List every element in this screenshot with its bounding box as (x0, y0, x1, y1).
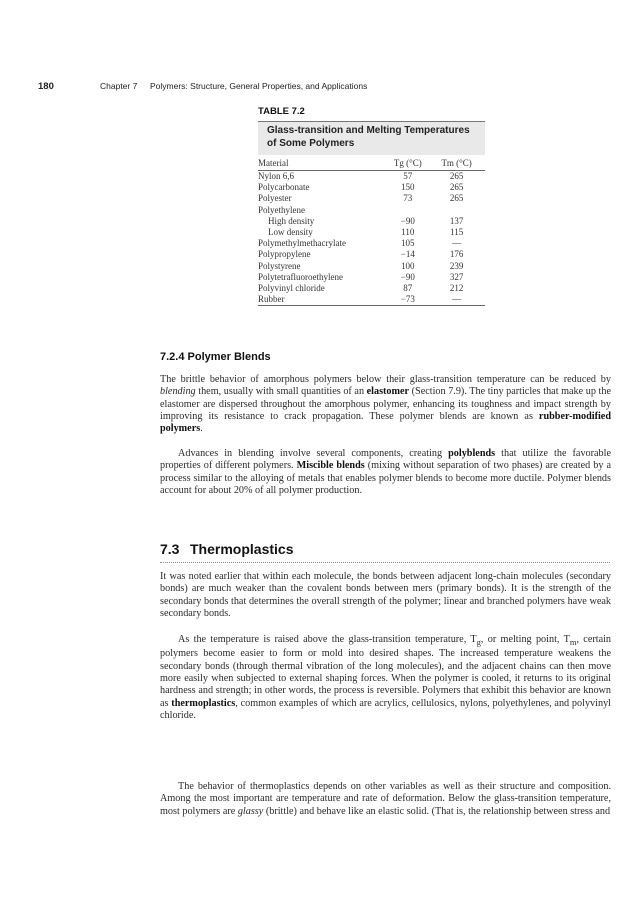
table-row (258, 205, 485, 216)
table-title-line2: of Some Polymers (267, 137, 355, 149)
paragraph-blends-1 (160, 374, 611, 435)
cell-tm: 239 (449, 260, 464, 271)
text-run: them, usually with small quantities of an (195, 386, 367, 398)
text-run: The brittle behavior of amorphous polymers below their glass-transition temperature can be reduced by (160, 374, 611, 385)
table-title (267, 125, 470, 150)
table-row (258, 182, 485, 193)
cell-tg: 110 (401, 227, 415, 238)
cell-material: Rubber (258, 294, 387, 306)
cell-tm: 265 (449, 193, 464, 204)
col-material: Material (258, 156, 387, 171)
cell-material: High density (268, 215, 315, 226)
cell-tm (428, 205, 485, 216)
col-tm: Tm (°C) (428, 156, 485, 171)
text-run: . (200, 423, 203, 435)
cell-tg (387, 205, 428, 216)
text-run: (brittle) and behave like an elastic solid. (That is, the relationship between stress and (263, 805, 611, 817)
text-run: Advances in blending involve several components, creating (178, 448, 449, 459)
cell-material: Polystyrene (258, 260, 301, 271)
cell-tm: 176 (449, 249, 464, 260)
cell-tg: 73 (403, 193, 413, 204)
section-rule (160, 562, 610, 563)
paragraph-blends-2 (160, 448, 611, 497)
table-row (258, 193, 485, 204)
cell-material: Nylon 6,6 (258, 171, 294, 181)
cell-material: Polytetrafluoroethylene (258, 271, 343, 282)
cell-material: Polymethylmethacrylate (258, 238, 346, 249)
term-miscible-blends: Miscible blends (296, 460, 365, 472)
col-tg: Tg (°C) (387, 156, 428, 171)
cell-material: Polycarbonate (258, 182, 310, 193)
term-thermoplastics: thermoplastics (171, 697, 236, 709)
cell-tg: −73 (387, 294, 428, 306)
paragraph-thermo-2 (160, 634, 611, 722)
table-title-line1: Glass-transition and Melting Temperatures (267, 125, 470, 136)
cell-tm: 115 (450, 227, 464, 238)
subscript-g: g (476, 637, 481, 648)
cell-tm: — (428, 294, 485, 306)
cell-tm: 212 (449, 283, 464, 294)
table-row (258, 272, 485, 283)
cell-tm: 265 (449, 171, 464, 181)
text-run: , certain polymers become easier to form or mold into desired shapes. The increased temperature weakens the secondary bonds (through thermal vibration of the long molecules), and the adjacent chains can then move more easily when subjected to external shaping forces. When the polymer is cooled, it returns to its original hardness and strength; in other words, the process is reversible. Polymers that exhibit this behavior are known as (160, 634, 612, 709)
cell-tm: 327 (449, 271, 464, 282)
cell-tg: −90 (400, 215, 415, 226)
table-row (258, 261, 485, 272)
term-polyblends: polyblends (448, 448, 496, 459)
section-heading (160, 541, 293, 557)
table-header-row (258, 156, 485, 171)
cell-tg: −14 (400, 249, 415, 260)
table-caption: TABLE 7.2 (258, 106, 305, 117)
cell-tg: −90 (400, 271, 415, 282)
temperature-table (258, 156, 485, 306)
cell-tm: — (452, 238, 462, 249)
text-run: , common examples of which are acrylics, cellulosics, nylons, polyethylenes, and polyvinyl chloride. (160, 697, 611, 721)
cell-tg: 87 (403, 283, 413, 294)
cell-material: Polyvinyl chloride (258, 283, 325, 294)
cell-material: Low density (268, 227, 313, 238)
cell-material: Polyester (258, 193, 292, 204)
cell-tg: 150 (401, 182, 415, 193)
table-row (258, 283, 485, 294)
term-elastomer: elastomer (366, 386, 410, 398)
table-row (258, 249, 485, 260)
cell-tg: 100 (401, 260, 415, 271)
chapter-label: Chapter 7 (100, 81, 138, 91)
paragraph-thermo-1: It was noted earlier that within each molecule, the bonds between adjacent long-chain molecules (secondary bonds) are much weaker than the covalent bonds between mers (primary bonds). It is the strength of the secondary bonds that determines the overall strength of the polymer; linear and branched polymers have weak secondary bonds. (160, 571, 611, 619)
text-run: (Section 7.9). The tiny particles that make up the elastomer are dispersed throughout the amorphous polymer, enhancing its toughness and impact strength by improving its resistance to crack propagation. These polymer blends are known as (160, 386, 611, 422)
subscript-m: m (569, 637, 577, 648)
table-row (258, 227, 485, 238)
cell-tg: 105 (401, 238, 415, 249)
term-rubber-modified: rubber-modified polymers (160, 410, 611, 435)
table-row (258, 294, 485, 306)
table-row (258, 238, 485, 249)
page-number: 180 (38, 81, 54, 92)
emphasis-blending: blending (160, 386, 196, 398)
running-header (38, 81, 616, 92)
text-run: that utilize the favorable properties of different polymers. (160, 448, 611, 472)
chapter-title: Polymers: Structure, General Properties, and Applications (150, 81, 368, 91)
text-run: The behavior of thermoplastics depends on other variables as well as their structure and composition. Among the most important are temperature and rate of deformation. Below the glass-transition temperature, most polymers are (160, 781, 611, 817)
cell-material: Polyethylene (258, 204, 305, 215)
table-row (258, 171, 485, 183)
cell-tm: 137 (449, 215, 464, 226)
text-run: (mixing without separation of two phases) are created by a process similar to the alloying of metals that enables polymer blends to become more ductile. Polymer blends account for about 20% of all polymer production. (160, 460, 611, 496)
emphasis-glassy: glassy (237, 805, 264, 817)
section-title: Thermoplastics (190, 541, 294, 557)
paragraph-thermo-3 (160, 781, 611, 818)
text-run: , or melting point, T (480, 634, 570, 645)
section-number: 7.3 (160, 541, 180, 557)
table-row (258, 216, 485, 227)
text-run: As the temperature is raised above the glass-transition temperature, T (178, 634, 477, 645)
cell-tm: 265 (449, 182, 464, 193)
cell-material: Polypropylene (258, 249, 311, 260)
cell-tg: 57 (403, 171, 413, 181)
subsection-heading: 7.2.4 Polymer Blends (160, 351, 271, 363)
